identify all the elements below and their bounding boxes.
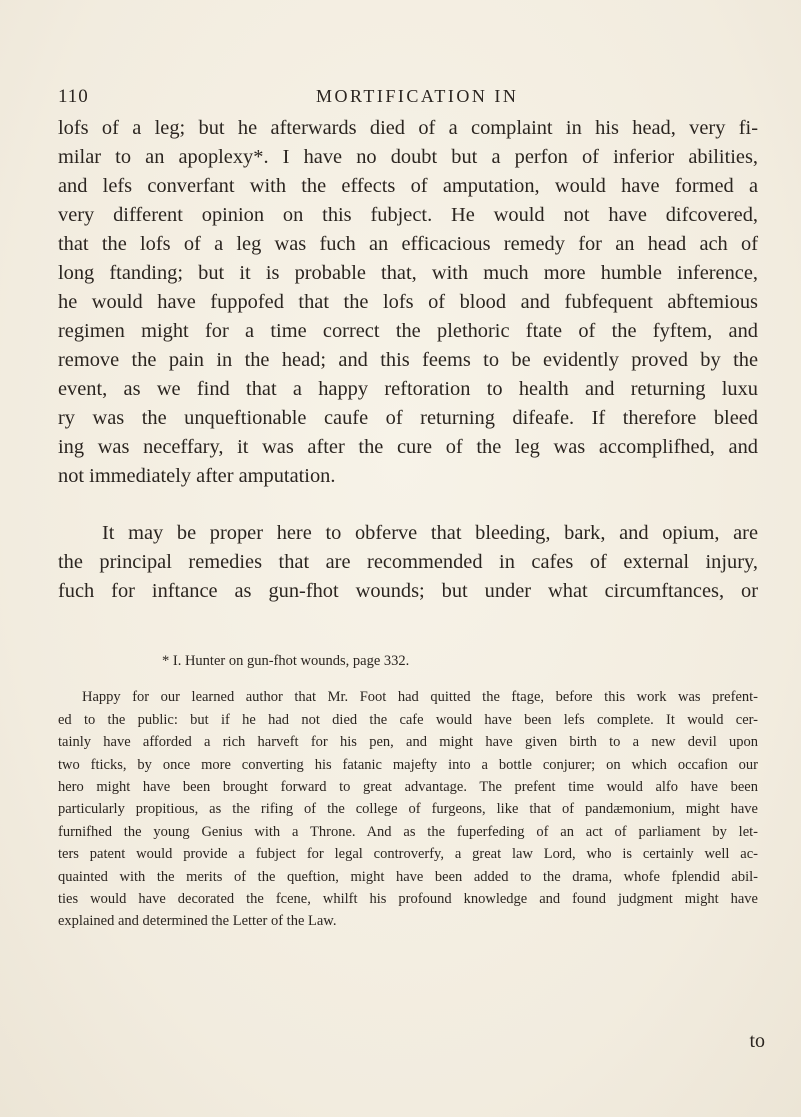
footnote-line: furnifhed the young Genius with a Throne. And as the fuperfeding of an act of parliament by let-	[58, 823, 758, 840]
text-line: It may be proper here to obferve that bleeding, bark, and opium, are	[102, 522, 758, 544]
footnote-line: quainted with the merits of the queftion, might have been added to the drama, whofe fplendid abil-	[58, 868, 758, 885]
catchword: to	[749, 1030, 765, 1052]
footnote-body	[58, 686, 758, 932]
text-line: not immediately after amputation.	[58, 465, 336, 487]
text-line: ry was the unqueftionable caufe of returning difeafe. If therefore bleed	[58, 407, 758, 429]
text-line: regimen might for a time correct the plethoric ftate of the fyftem, and	[58, 320, 758, 342]
text-line: and lefs converfant with the effects of amputation, would have formed a	[58, 175, 758, 197]
footnote	[58, 650, 758, 933]
text-line: ing was neceffary, it was after the cure of the leg was accomplifhed, and	[58, 436, 758, 458]
footnote-line: tainly have afforded a rich harveft for his pen, and might have given birth to a new devil upon	[58, 734, 758, 751]
text-line: that the lofs of a leg was fuch an efficacious remedy for an head ach of	[58, 233, 758, 255]
text-line: fuch for inftance as gun-fhot wounds; but under what circumftances, or	[58, 580, 758, 602]
footnote-line: ties would have decorated the fcene, whilft his profound knowledge and found judgment might have	[58, 891, 758, 908]
text-line: long ftanding; but it is probable that, with much more humble inference,	[58, 262, 758, 284]
page-number: 110	[58, 86, 89, 107]
text-line: remove the pain in the head; and this feems to be evidently proved by the	[58, 349, 758, 371]
footnote-line: two fticks, by once more converting his fatanic majefty into a bottle conjurer; on which occafion our	[58, 756, 758, 773]
main-text	[58, 114, 758, 606]
footnote-line: ed to the public: but if he had not died the cafe would have been lefs complete. It would cer-	[58, 711, 758, 728]
text-line: the principal remedies that are recommended in cafes of external injury,	[58, 551, 758, 573]
footnote-line: hero might have been brought forward to great advantage. The prefent time would alfo have been	[58, 779, 758, 796]
paragraph-1	[58, 114, 758, 491]
text-line: he would have fuppofed that the lofs of blood and fubfequent abftemious	[58, 291, 758, 313]
footnote-line: Happy for our learned author that Mr. Foot had quitted the ftage, before this work was prefent-	[82, 689, 758, 706]
footnote-reference: * I. Hunter on gun-fhot wounds, page 332.	[162, 653, 410, 669]
paragraph-2	[58, 519, 758, 606]
page-header	[58, 86, 758, 116]
text-line: event, as we find that a happy reftoration to health and returning luxu	[58, 378, 758, 400]
footnote-line: explained and determined the Letter of the Law.	[58, 913, 337, 930]
text-line: lofs of a leg; but he afterwards died of a complaint in his head, very fi-	[58, 117, 758, 139]
running-head: MORTIFICATION IN	[316, 86, 519, 106]
footnote-line: particularly propitious, as the rifing of the college of furgeons, like that of pandæmonium, might have	[58, 801, 758, 818]
text-line: very different opinion on this fubject. He would not have difcovered,	[58, 204, 758, 226]
text-line: milar to an apoplexy*. I have no doubt but a perfon of inferior abilities,	[58, 146, 758, 168]
footnote-line: ters patent would provide a fubject for legal controverfy, a great law Lord, who is certainly well ac-	[58, 846, 758, 863]
